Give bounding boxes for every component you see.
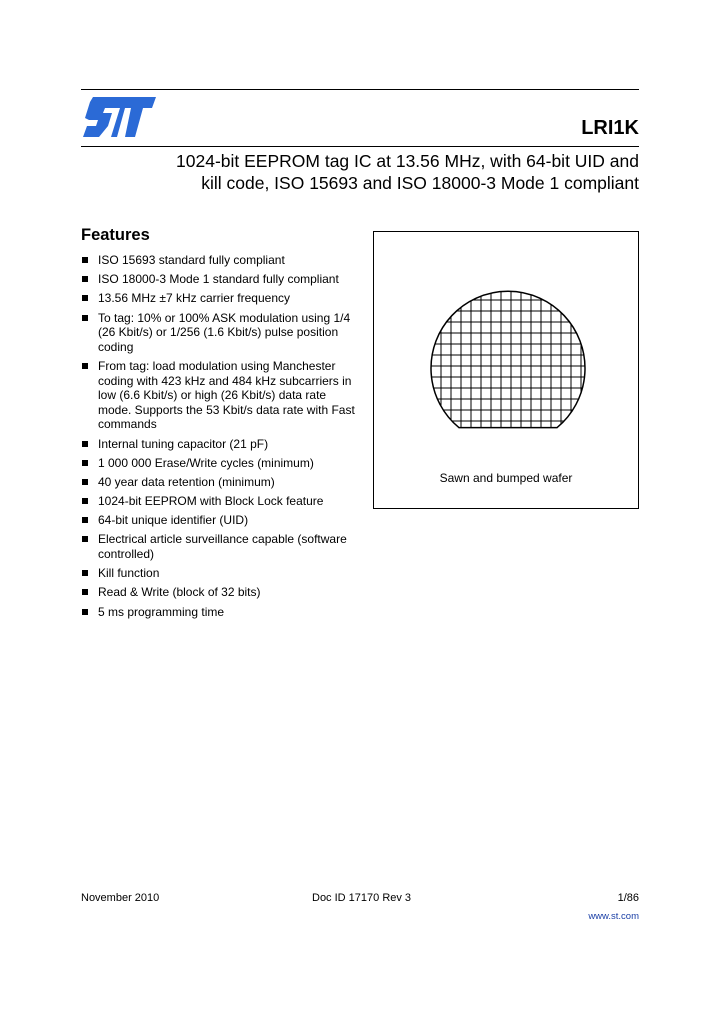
footer-url-link[interactable]: www.st.com (588, 911, 639, 922)
feature-item: Electrical article surveillance capable (software controlled) (81, 532, 356, 561)
feature-item: Internal tuning capacitor (21 pF) (81, 437, 356, 452)
header-rule-bottom (81, 146, 639, 147)
bullet-square-icon (82, 363, 88, 369)
feature-item: 5 ms programming time (81, 605, 356, 620)
feature-item: 1 000 000 Erase/Write cycles (minimum) (81, 456, 356, 471)
feature-item: Read & Write (block of 32 bits) (81, 585, 356, 600)
feature-item: 13.56 MHz ±7 kHz carrier frequency (81, 291, 356, 306)
subtitle-line-2: kill code, ISO 15693 and ISO 18000-3 Mode 1 compliant (201, 173, 639, 193)
bullet-square-icon (82, 257, 88, 263)
bullet-square-icon (82, 498, 88, 504)
product-name: LRI1K (581, 117, 639, 139)
footer-doc-id: Doc ID 17170 Rev 3 (312, 892, 412, 904)
bullet-square-icon (82, 276, 88, 282)
st-logo (81, 96, 157, 140)
footer-page-number: 1/86 (617, 892, 639, 904)
wafer-figure (373, 231, 639, 509)
bullet-square-icon (82, 536, 88, 542)
feature-item: 1024-bit EEPROM with Block Lock feature (81, 494, 356, 509)
feature-list (81, 253, 356, 624)
feature-item: 64-bit unique identifier (UID) (81, 513, 356, 528)
document-subtitle (79, 150, 639, 194)
bullet-square-icon (82, 609, 88, 615)
bullet-square-icon (82, 315, 88, 321)
subtitle-line-1: 1024-bit EEPROM tag IC at 13.56 MHz, with 64-bit UID and (176, 151, 639, 171)
feature-item: ISO 15693 standard fully compliant (81, 253, 356, 268)
features-heading: Features (81, 226, 150, 244)
wafer-icon (428, 290, 588, 450)
feature-item: Kill function (81, 566, 356, 581)
bullet-square-icon (82, 517, 88, 523)
bullet-square-icon (82, 295, 88, 301)
header-rule-top (81, 89, 639, 90)
feature-item: ISO 18000-3 Mode 1 standard fully compliant (81, 272, 356, 287)
figure-caption: Sawn and bumped wafer (439, 471, 573, 485)
st-logo-icon (81, 96, 157, 140)
bullet-square-icon (82, 589, 88, 595)
feature-item: To tag: 10% or 100% ASK modulation using 1/4 (26 Kbit/s) or 1/256 (1.6 Kbit/s) pulse position coding (81, 311, 356, 355)
footer-date: November 2010 (81, 892, 160, 904)
bullet-square-icon (82, 479, 88, 485)
feature-item: 40 year data retention (minimum) (81, 475, 356, 490)
bullet-square-icon (82, 570, 88, 576)
bullet-square-icon (82, 441, 88, 447)
bullet-square-icon (82, 460, 88, 466)
feature-item: From tag: load modulation using Manchester coding with 423 kHz and 484 kHz subcarriers in low (6.6 Kbit/s) or high (26 Kbit/s) data rate mode. Supports the 53 Kbit/s data rate with Fast commands (81, 359, 356, 432)
